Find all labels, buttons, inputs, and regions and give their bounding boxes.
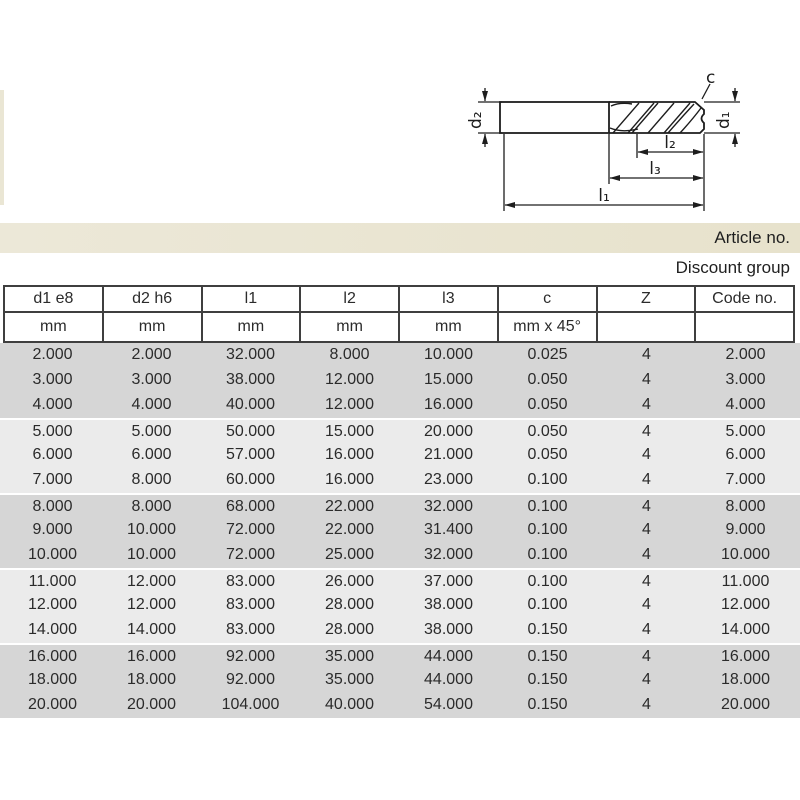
table-cell: 92.000	[226, 671, 275, 688]
table-cell: 83.000	[226, 621, 275, 638]
table-cell: 16.000	[325, 471, 374, 488]
table-cell: 44.000	[424, 671, 473, 688]
table-cell: 4	[642, 521, 651, 538]
table-cell: 7.000	[32, 471, 73, 488]
table-cell: 4	[642, 498, 651, 515]
table-row	[0, 568, 800, 593]
column-header: Z	[596, 287, 695, 311]
table-cell: 40.000	[226, 396, 275, 413]
table-cell: 0.100	[527, 573, 568, 590]
table-cell: 50.000	[226, 423, 275, 440]
table-cell: 4	[642, 546, 651, 563]
discount-group-label: Discount group	[675, 258, 790, 277]
table-cell: 7.000	[725, 471, 766, 488]
table-cell: 4	[642, 346, 651, 363]
table-cell: 5.000	[131, 423, 172, 440]
table-cell: 20.000	[127, 696, 176, 713]
table-cell: 0.100	[527, 596, 568, 613]
table-cell: 25.000	[325, 546, 374, 563]
table-cell: 4.000	[32, 396, 73, 413]
table-cell: 0.050	[527, 423, 568, 440]
table-row	[0, 343, 800, 368]
table-body	[0, 343, 800, 718]
table-cell: 4	[642, 396, 651, 413]
table-cell: 12.000	[127, 596, 176, 613]
table-cell: 0.150	[527, 671, 568, 688]
table-row	[0, 593, 800, 618]
table-cell: 22.000	[325, 521, 374, 538]
table-row	[0, 543, 800, 568]
table-cell: 40.000	[325, 696, 374, 713]
column-header: l1	[201, 287, 300, 311]
table-cell: 8.000	[725, 498, 766, 515]
table-cell: 10.000	[424, 346, 473, 363]
dim-label-d1: d₁	[714, 111, 734, 129]
table-cell: 18.000	[28, 671, 77, 688]
table-cell: 83.000	[226, 596, 275, 613]
table-cell: 2.000	[725, 346, 766, 363]
table-cell: 14.000	[127, 621, 176, 638]
table-cell: 10.000	[721, 546, 770, 563]
tool-outline	[500, 102, 704, 133]
table-cell: 0.150	[527, 648, 568, 665]
article-no-band	[0, 223, 800, 253]
table-cell: 35.000	[325, 671, 374, 688]
column-unit	[694, 313, 793, 341]
table-cell: 0.050	[527, 371, 568, 388]
table-cell: 57.000	[226, 446, 275, 463]
flute-lines	[610, 103, 701, 133]
table-cell: 2.000	[131, 346, 172, 363]
table-cell: 4	[642, 596, 651, 613]
table-cell: 68.000	[226, 498, 275, 515]
table-cell: 38.000	[226, 371, 275, 388]
table-cell: 11.000	[721, 573, 770, 590]
table-cell: 22.000	[325, 498, 374, 515]
table-cell: 12.000	[325, 396, 374, 413]
table-cell: 4	[642, 446, 651, 463]
table-cell: 4	[642, 423, 651, 440]
table-cell: 32.000	[424, 498, 473, 515]
table-row	[0, 393, 800, 418]
table-units-row	[5, 311, 793, 341]
table-cell: 6.000	[725, 446, 766, 463]
column-unit: mm	[201, 313, 300, 341]
table-row	[0, 693, 800, 718]
column-unit	[596, 313, 695, 341]
table-cell: 4	[642, 648, 651, 665]
table-row	[0, 668, 800, 693]
table-cell: 4.000	[725, 396, 766, 413]
table-cell: 0.150	[527, 696, 568, 713]
table-cell: 20.000	[28, 696, 77, 713]
table-cell: 15.000	[424, 371, 473, 388]
table-cell: 12.000	[28, 596, 77, 613]
dim-label-l2: l₂	[664, 133, 676, 153]
table-cell: 0.050	[527, 446, 568, 463]
table-cell: 4	[642, 471, 651, 488]
table-row	[0, 468, 800, 493]
column-unit: mm	[102, 313, 201, 341]
column-header: d1 e8	[33, 290, 74, 307]
table-cell: 10.000	[28, 546, 77, 563]
table-cell: 104.000	[221, 696, 280, 713]
table-cell: 32.000	[424, 546, 473, 563]
page-edge-strip	[0, 90, 4, 205]
end-mill-drawing	[452, 68, 752, 218]
table-cell: 60.000	[226, 471, 275, 488]
table-cell: 28.000	[325, 596, 374, 613]
table-cell: 20.000	[721, 696, 770, 713]
table-cell: 6.000	[32, 446, 73, 463]
table-cell: 16.000	[28, 648, 77, 665]
column-header: d2 h6	[102, 287, 201, 311]
column-header: l2	[299, 287, 398, 311]
table-cell: 16.000	[424, 396, 473, 413]
table-cell: 18.000	[127, 671, 176, 688]
column-unit: mm	[299, 313, 398, 341]
table-row	[0, 368, 800, 393]
column-header: Code no.	[694, 287, 793, 311]
table-cell: 14.000	[721, 621, 770, 638]
table-cell: 38.000	[424, 621, 473, 638]
table-cell: 9.000	[32, 521, 73, 538]
table-cell: 0.100	[527, 521, 568, 538]
table-cell: 44.000	[424, 648, 473, 665]
table-cell: 5.000	[32, 423, 73, 440]
table-cell: 72.000	[226, 546, 275, 563]
table-row	[0, 443, 800, 468]
table-row	[0, 493, 800, 518]
article-no-label: Article no.	[714, 228, 790, 247]
table-cell: 6.000	[131, 446, 172, 463]
table-cell: 31.400	[424, 521, 473, 538]
table-cell: 4	[642, 573, 651, 590]
table-cell: 38.000	[424, 596, 473, 613]
table-cell: 8.000	[131, 471, 172, 488]
table-cell: 32.000	[226, 346, 275, 363]
table-cell: 4	[642, 371, 651, 388]
table-cell: 12.000	[721, 596, 770, 613]
table-cell: 0.025	[527, 346, 568, 363]
table-cell: 54.000	[424, 696, 473, 713]
table-cell: 37.000	[424, 573, 473, 590]
table-header	[3, 285, 795, 343]
dim-label-c: c	[706, 68, 716, 88]
table-cell: 4	[642, 621, 651, 638]
table-cell: 8.000	[329, 346, 370, 363]
table-cell: 11.000	[28, 573, 77, 590]
table-cell: 92.000	[226, 648, 275, 665]
table-cell: 10.000	[127, 521, 176, 538]
table-cell: 10.000	[127, 546, 176, 563]
table-cell: 5.000	[725, 423, 766, 440]
table-cell: 23.000	[424, 471, 473, 488]
table-cell: 3.000	[131, 371, 172, 388]
table-cell: 16.000	[127, 648, 176, 665]
table-cell: 2.000	[32, 346, 73, 363]
table-cell: 35.000	[325, 648, 374, 665]
discount-group-row	[0, 254, 800, 282]
table-cell: 72.000	[226, 521, 275, 538]
table-cell: 4.000	[131, 396, 172, 413]
table-cell: 12.000	[127, 573, 176, 590]
table-cell: 14.000	[28, 621, 77, 638]
table-header-row	[5, 287, 793, 311]
table-cell: 12.000	[325, 371, 374, 388]
table-cell: 0.050	[527, 396, 568, 413]
table-cell: 28.000	[325, 621, 374, 638]
table-cell: 3.000	[32, 371, 73, 388]
table-cell: 4	[642, 696, 651, 713]
table-cell: 15.000	[325, 423, 374, 440]
table-cell: 0.150	[527, 621, 568, 638]
column-unit: mm x 45°	[497, 313, 596, 341]
column-header: l3	[398, 287, 497, 311]
table-cell: 18.000	[721, 671, 770, 688]
table-cell: 26.000	[325, 573, 374, 590]
table-row	[0, 643, 800, 668]
column-unit: mm	[40, 318, 67, 335]
table-cell: 20.000	[424, 423, 473, 440]
column-header: c	[497, 287, 596, 311]
table-cell: 8.000	[131, 498, 172, 515]
table-row	[0, 518, 800, 543]
table-cell: 4	[642, 671, 651, 688]
table-cell: 3.000	[725, 371, 766, 388]
table-cell: 0.100	[527, 546, 568, 563]
table-cell: 21.000	[424, 446, 473, 463]
table-cell: 0.100	[527, 498, 568, 515]
table-cell: 16.000	[325, 446, 374, 463]
table-cell: 8.000	[32, 498, 73, 515]
end-mill-drawing-svg	[452, 68, 752, 218]
table-cell: 9.000	[725, 521, 766, 538]
dim-label-d2: d₂	[466, 111, 486, 129]
table-cell: 0.100	[527, 471, 568, 488]
column-unit: mm	[398, 313, 497, 341]
table-row	[0, 618, 800, 643]
table-cell: 83.000	[226, 573, 275, 590]
table-cell: 16.000	[721, 648, 770, 665]
dim-label-l1: l₁	[598, 186, 610, 206]
table-row	[0, 418, 800, 443]
dim-label-l3: l₃	[649, 159, 661, 179]
